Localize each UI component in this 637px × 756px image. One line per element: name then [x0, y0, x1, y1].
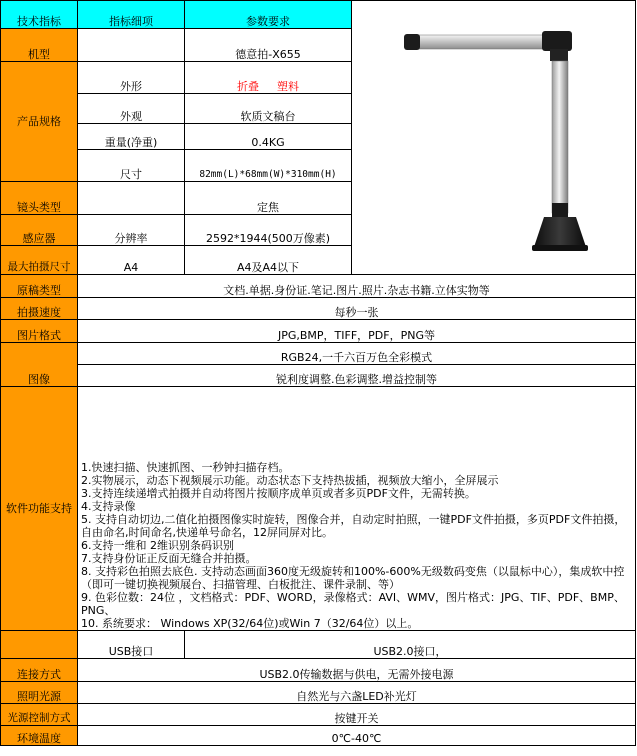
env-temp-value: 0℃-40℃: [78, 726, 636, 746]
software-line: 1.快速扫描、快速抓图、一秒钟扫描存档。: [81, 461, 290, 474]
shape-plastic: 塑料: [277, 80, 299, 93]
software-line: 5. 支持自动切边,二值化拍摄图像实时旋转，图像合并，自动定时拍照，一键PDF文件拍摄，多页PDF文件拍摄，自由命名,时间命名,快递单号命名，12屏同屏对比。: [81, 513, 626, 539]
product-photo-cell: [352, 1, 636, 275]
spec-item-appearance: 外观: [78, 94, 185, 124]
software-label: 软件功能支持: [1, 387, 78, 631]
software-line: 6.支持一维和 2维识别条码识别: [81, 539, 234, 552]
spec-label: 产品规格: [1, 62, 78, 182]
spec-shape-value: [185, 62, 352, 94]
header-indicator: 技术指标: [1, 1, 78, 29]
max-size-item: A4: [78, 246, 185, 275]
doc-type-label: 原稿类型: [1, 275, 78, 298]
software-line: 4.支持录像: [81, 500, 136, 513]
speed-label: 拍摄速度: [1, 298, 78, 320]
connect-value: USB2.0传输数据与供电，无需外接电源: [78, 659, 636, 682]
spec-item-size: 尺寸: [78, 150, 185, 182]
model-value: 德意拍-X655: [185, 29, 352, 62]
software-features: [78, 387, 636, 631]
usb-item: USB接口: [78, 631, 185, 659]
spec-appearance-value: 软质文稿台: [185, 94, 352, 124]
spec-item-shape: 外形: [78, 62, 185, 94]
spec-size-value: 82mm(L)*68mm(W)*310mm(H): [185, 150, 352, 182]
usb-label-empty: [1, 631, 78, 659]
sensor-value: 2592*1944(500万像素): [185, 215, 352, 246]
software-line: 7.支持身份证正反面无缝合并拍摄。: [81, 552, 257, 565]
sensor-label: 感应器: [1, 215, 78, 246]
env-temp-label: 环境温度: [1, 726, 78, 746]
software-line: 2.实物展示，动态下视频展示功能。动态状态下支持热拔插，视频放大缩小，全屏展示: [81, 474, 499, 487]
connect-label: 连接方式: [1, 659, 78, 682]
doc-type-value: 文档.单据.身份证.笔记.图片.照片.杂志书籍.立体实物等: [78, 275, 636, 298]
usb-value: USB2.0接口，: [185, 631, 636, 659]
shape-fold: 折叠: [237, 80, 259, 93]
max-size-label: 最大拍摄尺寸: [1, 246, 78, 275]
document-camera-photo: [374, 21, 614, 271]
img-format-label: 图片格式: [1, 320, 78, 343]
light-ctrl-label: 光源控制方式: [1, 704, 78, 726]
lens-empty-cell: [78, 182, 185, 215]
spec-weight-value: 0.4KG: [185, 124, 352, 150]
header-param: 参数要求: [185, 1, 352, 29]
image-value-1: RGB24,一千六百万色全彩模式: [78, 343, 636, 365]
light-value: 自然光与六盏LED补光灯: [78, 682, 636, 704]
software-line: 3.支持连续递增式拍摄并自动将图片按顺序成单页或者多页PDF文件，无需转换。: [81, 487, 476, 500]
lens-value: 定焦: [185, 182, 352, 215]
max-size-value: A4及A4以下: [185, 246, 352, 275]
model-label: 机型: [1, 29, 78, 62]
lens-label: 镜头类型: [1, 182, 78, 215]
software-line: 9. 色彩位数：24位 ，文档格式：PDF、WORD，录像格式：AVI、WMV，图片格式：JPG、TIF、PDF、BMP、PNG、: [81, 591, 625, 617]
software-line: 10. 系统要求： Windows XP(32/64位)或Win 7（32/64位）以上。: [81, 617, 419, 630]
software-line: 8. 支持彩色拍照去底色. 支持动态画面360度无级旋转和100%-600%无级数码变焦（以鼠标中心），集成软中控（即可一键切换视频展台、扫描管理、白板批注、课件录制、等）: [81, 565, 625, 591]
speed-value: 每秒一张: [78, 298, 636, 320]
img-format-value: JPG,BMP，TIFF，PDF，PNG等: [78, 320, 636, 343]
sensor-item: 分辨率: [78, 215, 185, 246]
spec-item-weight: 重量(净重): [78, 124, 185, 150]
model-empty-cell: [78, 29, 185, 62]
light-label: 照明光源: [1, 682, 78, 704]
image-label: 图像: [1, 343, 78, 387]
header-item: 指标细项: [78, 1, 185, 29]
light-ctrl-value: 按键开关: [78, 704, 636, 726]
image-value-2: 锐利度调整.色彩调整.增益控制等: [78, 365, 636, 387]
